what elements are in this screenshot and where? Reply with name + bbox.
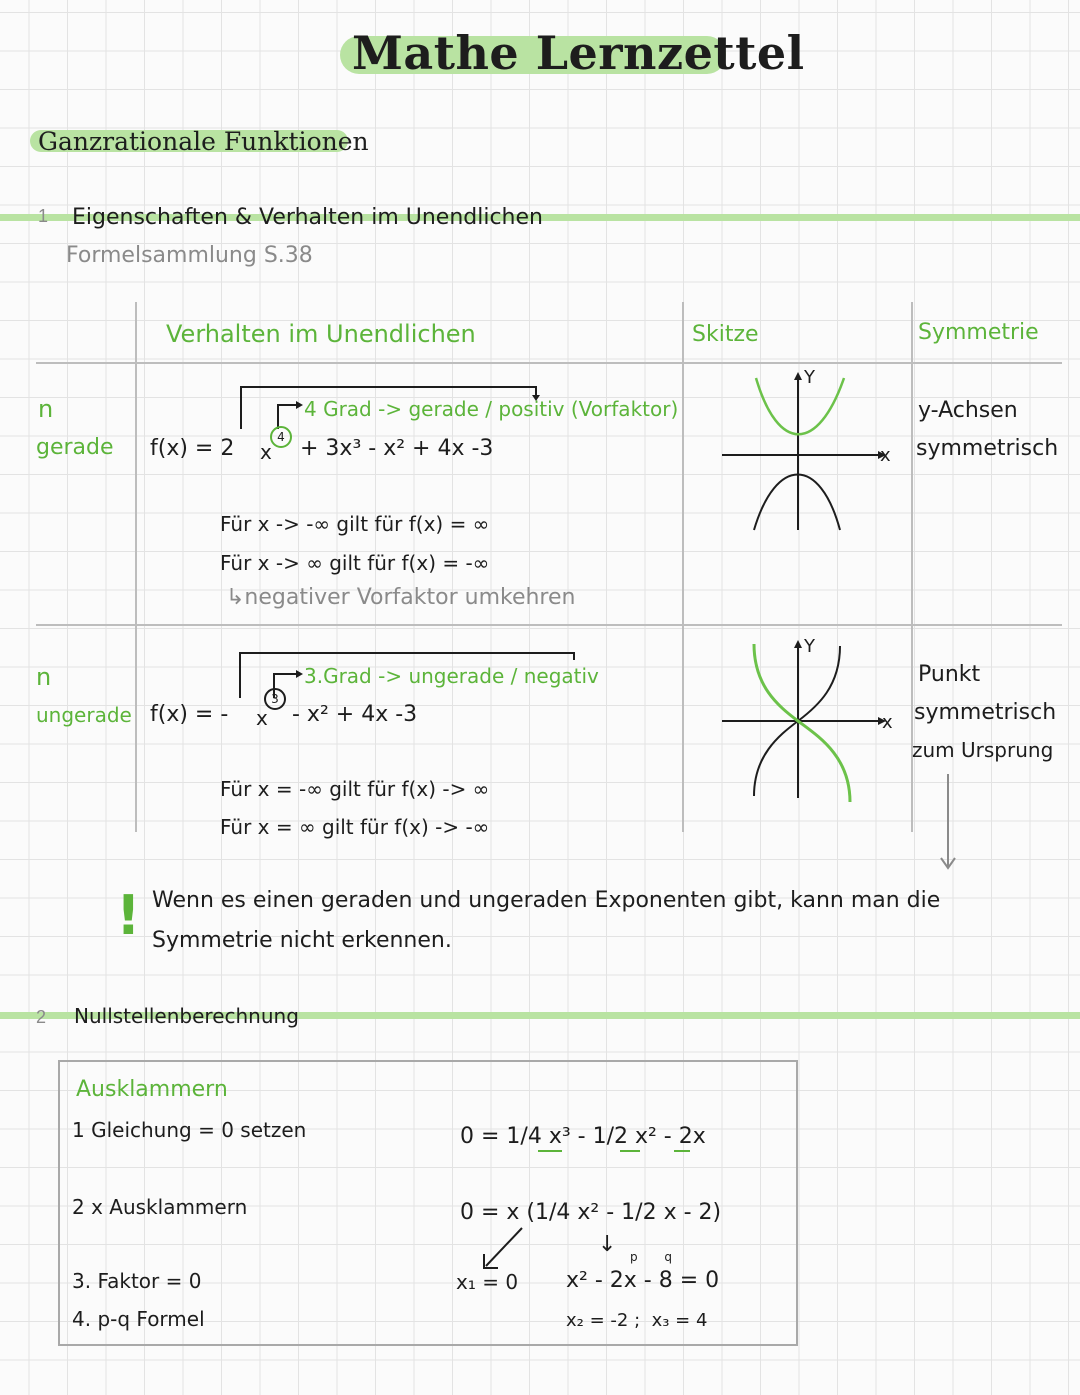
arrow-down: ↓ bbox=[598, 1232, 617, 1257]
warning-mark: ! bbox=[116, 884, 141, 947]
page-title: Mathe Lernzettel bbox=[352, 26, 805, 80]
row-odd-symmetry-2: symmetrisch bbox=[914, 700, 1057, 725]
row-odd-symmetry-3: zum Ursprung bbox=[912, 738, 1054, 762]
row-even-exponent: 4 bbox=[270, 426, 292, 448]
row-even-limit2: Für x -> ∞ gilt für f(x) = -∞ bbox=[220, 551, 490, 575]
row-even-fx: f(x) = 2 bbox=[150, 436, 235, 461]
page-subtitle: Ganzrationale Funktionen bbox=[38, 127, 369, 156]
row-odd-limit1: Für x = -∞ gilt für f(x) -> ∞ bbox=[220, 777, 490, 801]
step-1: 1 Gleichung = 0 setzen bbox=[72, 1118, 307, 1142]
table-divider bbox=[36, 362, 1062, 364]
row-odd-annotation: 3.Grad -> ungerade / negativ bbox=[304, 664, 599, 688]
row-even-symmetry-1: y-Achsen bbox=[918, 398, 1018, 423]
step-4: 4. p-q Formel bbox=[72, 1307, 205, 1331]
pq-labels: p q bbox=[630, 1250, 672, 1264]
row-even-annotation: 4 Grad -> gerade / positiv (Vorfaktor) bbox=[304, 397, 679, 421]
row-odd-x-base: x bbox=[256, 706, 268, 730]
down-arrow bbox=[938, 774, 958, 874]
box-title: Ausklammern bbox=[76, 1077, 228, 1102]
row-odd-symmetry-1: Punkt bbox=[918, 662, 981, 687]
row-odd-axis-x: x bbox=[882, 712, 893, 733]
final-result: x₂ = -2 ; x₃ = 4 bbox=[566, 1310, 708, 1331]
underline-green bbox=[538, 1150, 562, 1152]
equation-3: x² - 2x - 8 = 0 bbox=[566, 1268, 720, 1293]
row-odd-limit2: Für x = ∞ gilt für f(x) -> -∞ bbox=[220, 815, 490, 839]
table-divider bbox=[135, 302, 137, 832]
warning-text-line1: Wenn es einen geraden und ungeraden Exponenten gibt, kann man die bbox=[152, 888, 941, 913]
section1-reference: Formelsammlung S.38 bbox=[66, 243, 313, 268]
row-odd-n: n bbox=[36, 663, 52, 691]
equation-2: 0 = x (1/4 x² - 1/2 x - 2) bbox=[460, 1200, 722, 1225]
header-behavior: Verhalten im Unendlichen bbox=[166, 320, 476, 348]
row-odd-axis-y: Y bbox=[804, 636, 815, 657]
row-odd-exponent: 3 bbox=[264, 688, 286, 710]
row-even-axis-y: Y bbox=[804, 367, 815, 388]
diagonal-arrow bbox=[480, 1226, 530, 1274]
row-even-symmetry-2: symmetrisch bbox=[916, 436, 1059, 461]
row-even-limit1: Für x -> -∞ gilt für f(x) = ∞ bbox=[220, 512, 490, 536]
row-even-parity: gerade bbox=[36, 435, 114, 460]
row-even-sketch bbox=[718, 368, 898, 538]
table-divider bbox=[36, 624, 1062, 626]
section1-number: 1 bbox=[38, 206, 49, 226]
row-even-n: n bbox=[38, 395, 54, 423]
row-odd-fx: f(x) = - bbox=[150, 702, 229, 727]
step-3: 3. Faktor = 0 bbox=[72, 1269, 202, 1293]
row-even-axis-x: x bbox=[880, 445, 891, 466]
section2-number: 2 bbox=[36, 1007, 47, 1027]
header-symmetry: Symmetrie bbox=[918, 320, 1039, 345]
row-odd-rest: - x² + 4x -3 bbox=[292, 702, 418, 727]
row-odd-sketch bbox=[718, 636, 898, 806]
warning-text-line2: Symmetrie nicht erkennen. bbox=[152, 928, 452, 953]
x1-result: x₁ = 0 bbox=[456, 1270, 519, 1294]
section2-heading: Nullstellenberechnung bbox=[74, 1004, 299, 1028]
row-even-rest: + 3x³ - x² + 4x -3 bbox=[300, 436, 494, 461]
row-even-x-base: x bbox=[260, 440, 272, 464]
row-even-note: ↳negativer Vorfaktor umkehren bbox=[226, 585, 576, 610]
step-2: 2 x Ausklammern bbox=[72, 1195, 248, 1219]
equation-1: 0 = 1/4 x³ - 1/2 x² - 2x bbox=[460, 1124, 706, 1149]
section1-heading: Eigenschaften & Verhalten im Unendlichen bbox=[72, 205, 543, 230]
table-divider bbox=[682, 302, 684, 832]
underline-green bbox=[674, 1150, 690, 1152]
underline-green bbox=[620, 1150, 640, 1152]
row-odd-parity: ungerade bbox=[36, 703, 132, 727]
header-sketch: Skitze bbox=[692, 322, 759, 347]
